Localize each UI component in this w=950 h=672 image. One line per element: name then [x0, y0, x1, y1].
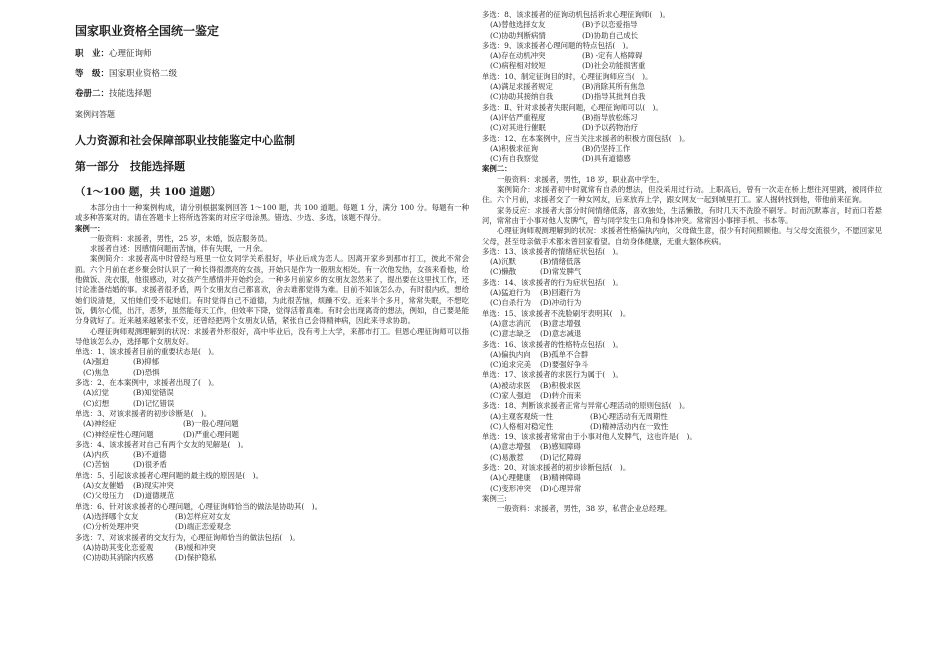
answer-option: (B)抑郁	[133, 357, 159, 367]
option-row	[482, 20, 882, 30]
answer-option: (D)社会功能损害重	[582, 61, 646, 71]
answer-option: (A)满足求援者规定	[490, 82, 553, 92]
authority-heading: 人力资源和社会保障部职业技能鉴定中心监制	[75, 134, 295, 147]
option-row	[482, 288, 882, 298]
question-text: 单选：5、引起该求援者心理问题的最主线的原因是( )。	[75, 470, 263, 480]
answer-option: (C)病程相对较短	[490, 61, 546, 71]
question-text: 多选：8、该求援者的征询动机包括祈求心理征询师( )。	[482, 10, 670, 19]
answer-option: (D)常发脾气	[540, 267, 582, 277]
option-row	[482, 412, 882, 422]
answer-option: (A)选择哪个女友	[83, 511, 139, 521]
question-text: 多选：16、该求援者的性格特点包括( )。	[482, 339, 623, 349]
question-list	[482, 10, 882, 164]
option-row	[482, 350, 882, 360]
answer-option: (C)人格相对稳定性	[490, 421, 554, 431]
question-text: 多选：20、对该求援者的初步诊断包括( )。	[482, 463, 631, 473]
answer-option: (D)转介而来	[540, 390, 582, 400]
answer-option: (A)心理健康	[490, 473, 531, 483]
option-row	[482, 51, 882, 61]
option-row	[75, 512, 469, 522]
answer-option: (B)缓和冲突	[175, 542, 216, 552]
answer-option: (D)予以药物治疗	[582, 123, 639, 133]
question-text: 单选：19、该求援者常常由于小事对他人发脾气，这也许是( )。	[482, 432, 697, 442]
question-text: 单选：3、对该求援者的初步诊断是( )。	[75, 408, 212, 418]
answer-option: (D)道德规范	[133, 491, 175, 501]
answer-option: (A)存在动机冲突	[490, 51, 546, 61]
option-row	[482, 422, 882, 432]
option-row	[75, 419, 469, 429]
option-row	[482, 298, 882, 308]
option-row	[482, 484, 882, 494]
answer-option: (B)精神障碍	[540, 473, 581, 483]
answer-option: (B)指导放松练习	[582, 112, 638, 122]
occupation-line	[75, 49, 469, 60]
answer-option: (A)主观客观统一性	[490, 411, 553, 421]
answer-option: (C)协助其接纳自我	[490, 92, 554, 102]
case-paragraph: 心理征询师观测理解到的状况：求援者性格偏执内向，父母做生意，很少有时间照顾他。与父母交流很少，不愿回家见父母，甚至母亲做手术都未曾回家看望。自幼身体健康，无重大躯体疾病。	[482, 226, 882, 246]
volume-line	[75, 89, 469, 100]
option-row	[75, 491, 469, 501]
case-paragraph: 家务反应：求援者大部分时间情绪低落，喜欢独处，生活懒散，有时几天不洗脸不刷牙。时而沉默寡言，时而口若悬河，常常由于小事对他人发脾气，曾与同学发生口角和身体冲突。常常因小事摔手机、书本等。	[482, 205, 882, 225]
option-row	[482, 31, 882, 41]
answer-option: (C)神经症性心理问题	[83, 429, 154, 439]
answer-option: (C)协助判断病情	[490, 30, 546, 40]
option-row	[482, 257, 882, 267]
answer-option: (A)强迫	[83, 357, 109, 367]
question-text: 多选：12、在本案例中，应当关注求援者的积极方面包括( )。	[482, 133, 690, 143]
question-text: 多选：18、判断该求援者正常与异常心理活动的原则包括( )。	[482, 401, 690, 411]
question-list	[482, 247, 882, 494]
question-text: 单选：17、该求援者的求医行为属于( )。	[482, 370, 623, 380]
option-row	[482, 442, 882, 452]
case-paragraph: 案例简介：求援者高中时曾经与班里一位女同学关系很好，毕业后成为恋人。因离开家乡到那市打工，彼此不常会面。六个月前在老乡聚会时认识了一种长得很漂亮的女孩，开始只是作为一般朋友相处。有一次他发热，女孩来看他，给他做饭、洗衣服，他很感动，对女孩产生感情并开始约会。一种多月前家乡的女朋友忽然来了，提出要在这里找工作，还讨论准备结婚的事。求援者很矛盾，两个女朋友自己都喜欢，舍去谁都觉得为难。目前不知该怎么办，有时很内疚，想给她们说清楚，又怕她们受不起她们。有时觉得自己不道德，为此很苦恼，烦躁不安。近来半个多月，常常失眠，不想吃饭，偶尔心慌，出汗，恶梦，虽然能每天工作，但效率下降，觉得活着真难。有时会出现离奇的想法，例如，自己要是能分身就好了。近来越来越紧张不安，还曾经把两个女朋友认错，紧张自己会得精神病，因此来寻求协助。	[75, 254, 469, 326]
answer-option: (C)分析处理冲突	[83, 522, 139, 532]
option-row	[482, 92, 882, 102]
answer-option: (D)记忆障碍	[540, 452, 582, 462]
option-row	[482, 473, 882, 483]
option-row	[482, 360, 882, 370]
option-row	[75, 388, 469, 398]
answer-option: (C)易激惹	[490, 452, 524, 462]
option-row	[482, 391, 882, 401]
question-text: 单选：6、针对该求援者的心理问题，心理征询师恰当的做法是协助其( )。	[75, 501, 322, 511]
answer-option: (D)指导其批判自我	[582, 92, 646, 102]
answer-option: (C)有自我察觉	[490, 154, 539, 164]
answer-option: (B)现实冲突	[133, 481, 174, 491]
option-row	[75, 460, 469, 470]
answer-option: (D)端正恋爱观念	[175, 522, 232, 532]
answer-option: (D)严重心理问题	[183, 429, 240, 439]
answer-option: (C)追求完美	[490, 360, 531, 370]
option-row	[75, 399, 469, 409]
answer-option: (C)父母压力	[83, 491, 124, 501]
answer-option: (B)意志增强	[540, 318, 581, 328]
option-row	[482, 329, 882, 339]
answer-option: (C)家人强迫	[490, 390, 531, 400]
option-row	[75, 543, 469, 553]
answer-option: (A)神经症	[83, 419, 117, 429]
option-row	[482, 61, 882, 71]
part-heading: 第一部分 技能选择题	[75, 160, 185, 173]
answer-option: (B) -定有人格障碍	[582, 51, 643, 61]
answer-option: (D)具有道德感	[582, 154, 631, 164]
option-row	[482, 453, 882, 463]
answer-option: (B)消除其所有焦急	[582, 82, 645, 92]
answer-option: (C)懒散	[490, 267, 517, 277]
option-row	[482, 154, 882, 164]
answer-option: (B)不道德	[133, 450, 167, 460]
answer-option: (C)自杀行为	[490, 298, 531, 308]
answer-option: (C)苦恼	[83, 460, 110, 470]
option-row	[75, 430, 469, 440]
case-paragraph: 心理征询师观测理解到的状况：求援者外形很好，高中毕业后，没有考上大学，来都市打工。但恩心理征询师可以指导他该怎么办，选择哪个女朋友好。	[75, 326, 469, 346]
answer-option: (B)心理活动有无周期性	[590, 411, 668, 421]
option-row	[75, 368, 469, 378]
option-row	[75, 553, 469, 563]
question-text: 单选：1、该求援者目前的重要状态是( )。	[75, 347, 219, 357]
occupation-label: 职 业：	[75, 49, 110, 59]
answer-option: (C)意志缺乏	[490, 329, 531, 339]
doc-title: 国家职业资格全国统一鉴定	[75, 24, 220, 38]
question-text: 多选：4、该求援者对自己有两个女友的见解是( )。	[75, 439, 249, 449]
answer-option: (D)很矛盾	[133, 460, 167, 470]
answer-option: (D)冲动行为	[540, 298, 582, 308]
answer-option: (D)精神活动内在一致性	[590, 421, 669, 431]
question-text: 单选：15、该求援者不洗脸刷牙表明其( )。	[482, 308, 631, 318]
option-row	[75, 481, 469, 491]
case-paragraph: 求援者自述：因感情问题而苦恼，伴有失眠，一月余。	[90, 244, 268, 254]
answer-option: (C)变形冲突	[490, 483, 531, 493]
case-paragraph: 一般资料：求援者，男性，18 岁，职业高中学生。	[497, 174, 664, 184]
question-text: 多选：9、该求援者心理问题的特点包括( )。	[482, 40, 633, 50]
case-heading: 案例一：	[75, 223, 105, 233]
answer-option: (D)意志减退	[540, 329, 582, 339]
answer-option: (C)焦急	[83, 367, 110, 377]
answer-option: (A)幻觉	[83, 388, 109, 398]
answer-option: (A)偏执内向	[490, 349, 531, 359]
level-label: 等 级：	[75, 69, 110, 79]
answer-option: (A)内疚	[83, 450, 109, 460]
case-heading: 案例三:	[482, 493, 507, 503]
question-text: 多选：2、在本案例中，求援者出现了( )。	[75, 378, 219, 388]
answer-option: (B)孤单不合群	[540, 349, 589, 359]
answer-option: (C)幻想	[83, 398, 110, 408]
question-text: 多选：Ⅱ、针对求援者失眠问题，心理征询师可以( )。	[482, 102, 663, 112]
answer-option: (C)对其进行催眠	[490, 123, 546, 133]
answer-option: (D)要强好争斗	[540, 360, 589, 370]
answer-option: (B)一般心理问题	[183, 419, 239, 429]
answer-option: (B)积极求医	[540, 380, 581, 390]
answer-option: (D)保护隐私	[175, 553, 217, 563]
answer-option: (C)协助其消除内疚感	[83, 553, 154, 563]
answer-option: (B)仍坚持工作	[582, 143, 631, 153]
answer-option: (A)意志消沉	[490, 318, 531, 328]
option-row	[482, 381, 882, 391]
intro-paragraph: 本部分由十一种案例构成，请分别根据案例回答 1～100 题，共 100 道题。每题 1 分，满分 100 分。每题有一种或多种答案对的。请在答题卡上将所选答案的对应字母涂黑。错选、少选、多选，该题不得分。	[75, 203, 469, 223]
option-row	[75, 522, 469, 532]
range-heading: （1～100 题，共 100 道题）	[75, 186, 222, 198]
volume-label: 卷册二：	[75, 89, 110, 99]
answer-option: (A)女友催婚	[83, 481, 124, 491]
answer-option: (D)心理异常	[540, 483, 582, 493]
option-row	[482, 123, 882, 133]
option-row	[482, 267, 882, 277]
answer-option: (D)恐惧	[133, 367, 160, 377]
question-text: 多选：14、该求援者的行为症状包括( )。	[482, 277, 623, 287]
answer-option: (A)被动求医	[490, 380, 531, 390]
case-paragraph: 一般资料：求援者，男性，38 岁，私营企业总经理。	[497, 504, 672, 514]
option-row	[75, 357, 469, 367]
question-list	[75, 347, 469, 563]
option-row	[75, 450, 469, 460]
answer-option: (D)记忆错误	[133, 398, 175, 408]
answer-option: (A)意志增强	[490, 442, 531, 452]
question-text: 单选：10、制定征询目的时，心理征询师应当( )。	[482, 71, 653, 81]
answer-option: (D)协助自己成长	[582, 30, 639, 40]
answer-option: (A)替他选择女友	[490, 20, 546, 30]
option-row	[482, 319, 882, 329]
answer-option: (B)感知障碍	[540, 442, 581, 452]
case-heading: 案例二：	[482, 164, 512, 174]
answer-option: (A)协助其变化恋爱观	[83, 542, 154, 552]
answer-option: (B)回避行为	[540, 288, 581, 298]
option-row	[482, 82, 882, 92]
level-value: 国家职业资格二级	[109, 69, 178, 79]
case-paragraph: 一般资料：求援者，男性，25 岁，未婚，饭店服务员。	[90, 233, 272, 243]
answer-option: (A)沉默	[490, 257, 516, 267]
question-text: 多选：13、该求援者的情绪症状包括( )。	[482, 246, 623, 256]
occupation-value: 心理征询师	[109, 49, 152, 59]
answer-option: (A)猛迫行为	[490, 288, 531, 298]
option-row	[482, 144, 882, 154]
level-line	[75, 69, 469, 80]
option-row	[482, 113, 882, 123]
answer-option: (B)知觉错误	[133, 388, 174, 398]
answer-option: (A)积极求征询	[490, 143, 539, 153]
right-column	[478, 0, 950, 672]
answer-option: (A)评估严重程度	[490, 112, 546, 122]
answer-option: (B)怎样应对女友	[175, 511, 231, 521]
doc-subtitle: 案例问答题	[75, 110, 115, 119]
answer-option: (B)予以恋爱指导	[582, 20, 638, 30]
volume-value: 技能选择题	[109, 89, 152, 99]
case-paragraph: 案例简介：求援者初中时就常有自杀的想法，但没采用过行动。上职高后，曾有一次走在桥上想往河里跳，被同伴拉住。六个月前，求援者交了一种女网友，后来放弃上学，跟女网友一起到城里打工。家人掘转找到他，带他前来征询。	[482, 185, 882, 205]
question-text: 多选：7、对该求援者的交友行为，心理征询师恰当的做法包括( )。	[75, 532, 300, 542]
answer-option: (B)情绪低落	[540, 257, 581, 267]
